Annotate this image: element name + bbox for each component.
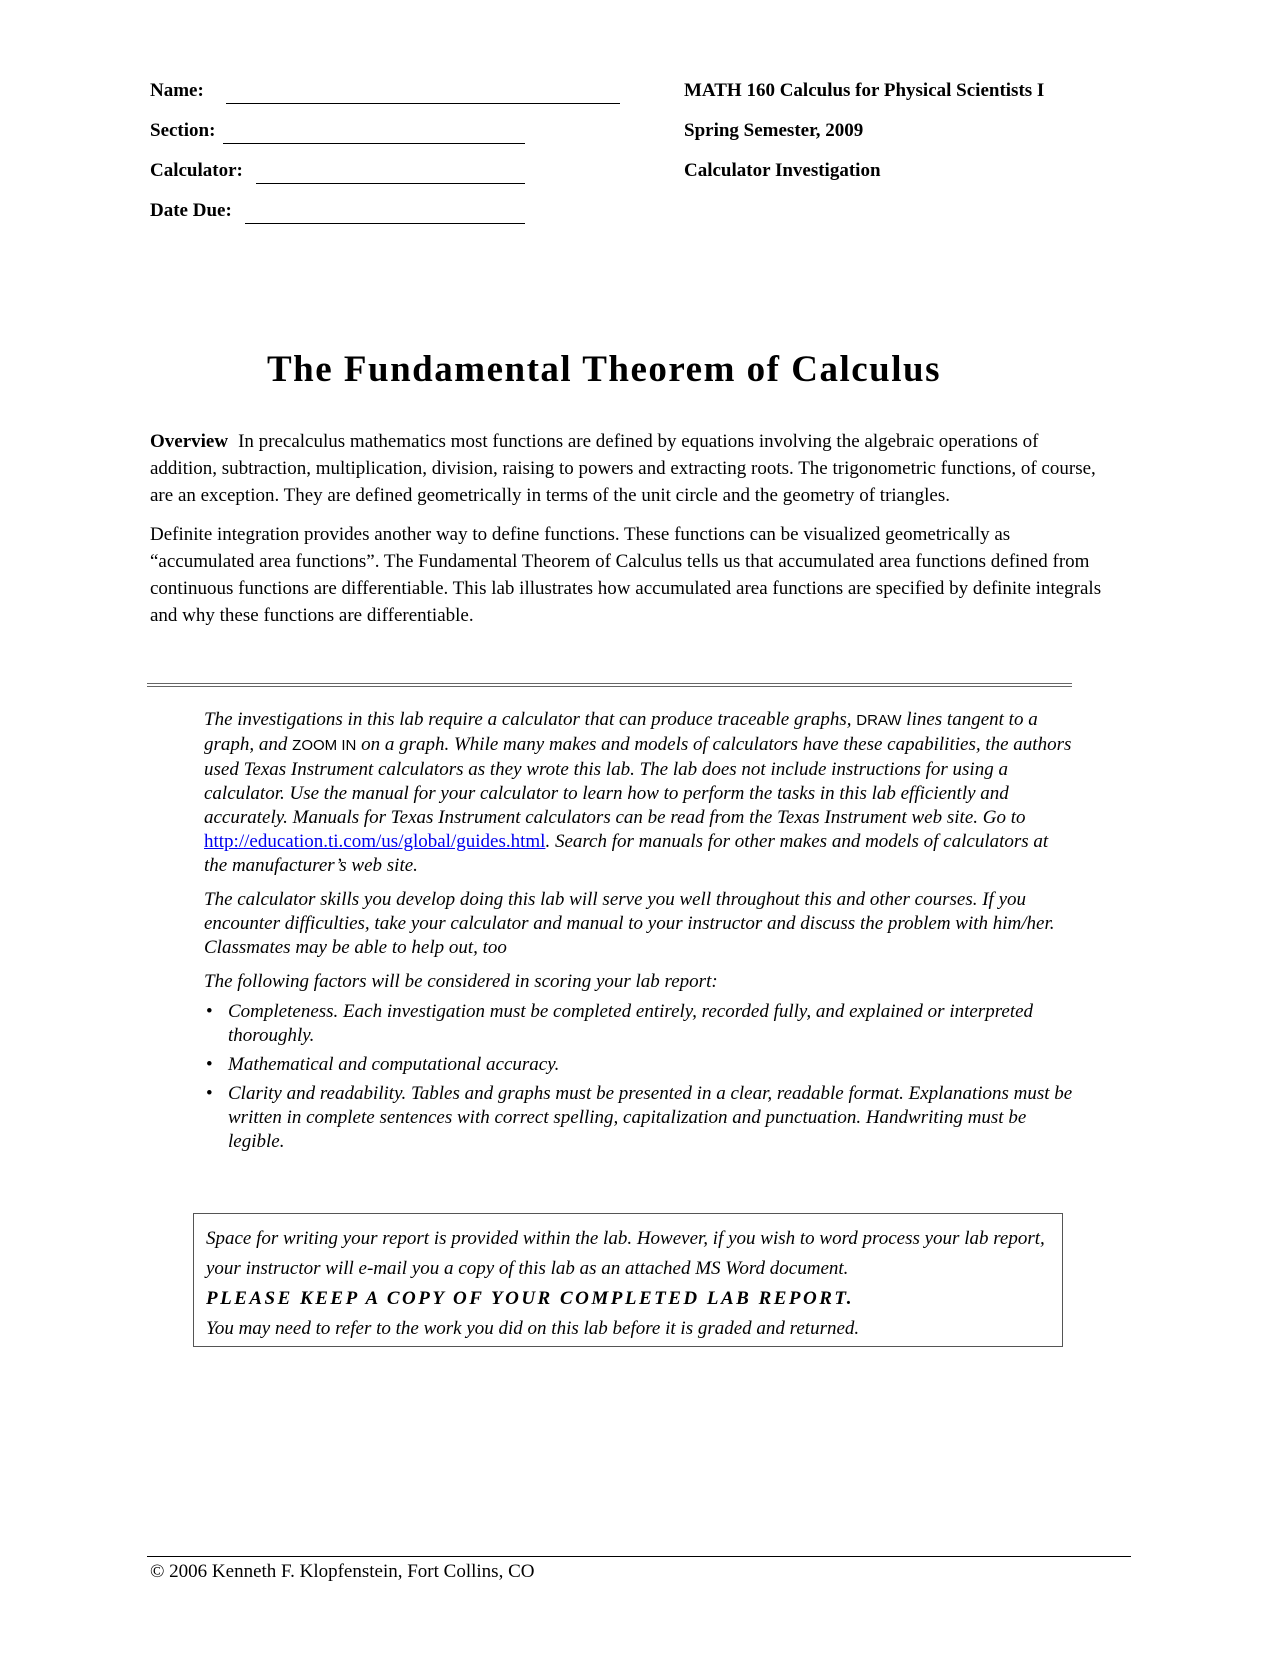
scoring-factor-clarity: Clarity and readability. Tables and graphs must be presented in a clear, readable format. Explanations must be written in complete sentences with correct spelling, capitalization and punctuation. Handwriting must be legible. — [228, 1083, 1073, 1152]
overview-section — [150, 428, 1110, 641]
bullet-icon: • — [206, 1001, 213, 1022]
report-notice-box — [193, 1213, 1063, 1347]
notice-text-1: Space for writing your report is provided within the lab. However, if you wish to word process your lab report, your instructor will e-mail you a copy of this lab as an attached MS Word document. — [206, 1228, 1045, 1279]
scoring-factors-list — [204, 1000, 1074, 1154]
bullet-icon: • — [206, 1054, 213, 1075]
date-due-field[interactable] — [245, 223, 525, 224]
instructions-text-c: on a graph. While many makes and models of calculators have these capabilities, the authors used Texas Instrument calculators as they wrote this lab. The lab does not include instructions for using a calculator. Use the manual for your calculator to learn how to perform the tasks in this lab efficiently and accurately. Manuals for Texas Instrument calculators can be read from the Texas Instrument web site. Go to — [204, 734, 1072, 828]
name-label: Name: — [150, 80, 204, 101]
list-item — [204, 1082, 1074, 1154]
keep-copy-notice: PLEASE KEEP A COPY OF YOUR COMPLETED LAB REPORT. — [206, 1288, 855, 1309]
footer-divider — [147, 1556, 1131, 1557]
semester: Spring Semester, 2009 — [684, 120, 864, 141]
lab-instructions — [204, 708, 1074, 1159]
overview-paragraph-1 — [150, 428, 1110, 509]
section-divider — [147, 683, 1072, 687]
draw-keyword: DRAW — [856, 712, 902, 729]
list-item — [204, 1053, 1074, 1077]
date-due-label: Date Due: — [150, 200, 232, 221]
instructions-text-a: The investigations in this lab require a calculator that can produce traceable graphs, — [204, 709, 852, 730]
ti-guides-link[interactable]: http://education.ti.com/us/global/guides.html — [204, 831, 546, 852]
section-field[interactable] — [223, 143, 525, 144]
overview-paragraph-2: Definite integration provides another way to define functions. These functions can be visualized geometrically as “accumulated area functions”. The Fundamental Theorem of Calculus tells us that accumulated area functions defined from continuous functions are differentiable. This lab illustrates how accumulated area functions are specified by definite integrals and why these functions are differentiable. — [150, 524, 1102, 626]
bullet-icon: • — [206, 1083, 213, 1104]
instructions-paragraph-1 — [204, 708, 1074, 878]
section-label: Section: — [150, 120, 216, 141]
notice-text-2: You may need to refer to the work you did on this lab before it is graded and returned. — [206, 1318, 860, 1339]
scoring-factor-accuracy: Mathematical and computational accuracy. — [228, 1054, 560, 1075]
copyright-footer: © 2006 Kenneth F. Klopfenstein, Fort Collins, CO — [150, 1561, 535, 1582]
name-field[interactable] — [226, 103, 620, 104]
instructions-text-b: lines tangent to a graph, and — [204, 709, 1038, 755]
overview-text-1: In precalculus mathematics most functions are defined by equations involving the algebraic operations of addition, subtraction, multiplication, division, raising to powers and extracting roots. The trigonometric functions, of course, are an exception. They are defined geometrically in terms of the unit circle and the geometry of triangles. — [150, 431, 1096, 506]
scoring-factor-completeness: Completeness. Each investigation must be completed entirely, recorded fully, and explained or interpreted thoroughly. — [228, 1001, 1034, 1046]
course-name: MATH 160 Calculus for Physical Scientists I — [684, 80, 1045, 101]
instructions-text-d: . Search for manuals for other makes and models of calculators at the manufacturer’s web site. — [204, 831, 1049, 876]
calculator-label: Calculator: — [150, 160, 243, 181]
scoring-intro: The following factors will be considered in scoring your lab report: — [204, 971, 718, 992]
page-title: The Fundamental Theorem of Calculus — [266, 349, 942, 390]
instructions-paragraph-2: The calculator skills you develop doing this lab will serve you well throughout this and other courses. If you encounter difficulties, take your calculator and manual to your instructor and discuss the problem with him/her. Classmates may be able to help out, too — [204, 889, 1055, 958]
list-item — [204, 1000, 1074, 1048]
overview-heading: Overview — [150, 431, 229, 452]
zoom-in-keyword: ZOOM IN — [292, 737, 357, 754]
calculator-field[interactable] — [256, 183, 525, 184]
assignment-type: Calculator Investigation — [684, 160, 881, 181]
